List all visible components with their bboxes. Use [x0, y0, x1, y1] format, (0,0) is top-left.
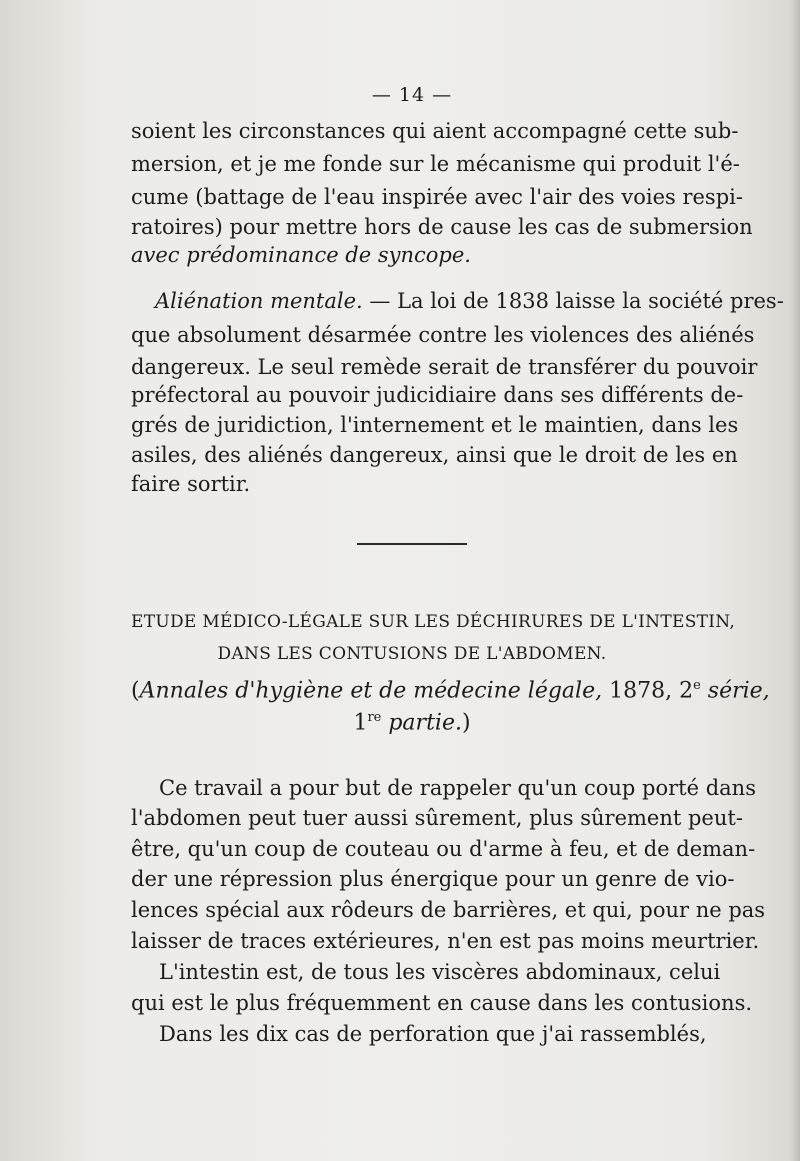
subject-label: Aliénation mentale. — [155, 289, 363, 313]
text-line: L'intestin est, de tous les viscères abdominaux, celui — [159, 960, 721, 984]
text-line: qui est le plus fréquemment en cause dans les contusions. — [131, 991, 753, 1015]
text-line: faire sortir. — [131, 472, 251, 496]
text-run: — La loi de 1838 laisse la société pres- — [362, 289, 784, 313]
text-line: dangereux. Le seul remède serait de transférer du pouvoir — [131, 355, 758, 379]
text-line-italic: avec prédominance de syncope. — [131, 243, 471, 267]
section-heading-line2: DANS LES CONTUSIONS DE L'ABDOMEN. — [217, 644, 607, 664]
text-line: asiles, des aliénés dangereux, ainsi que le droit de les en — [131, 443, 738, 467]
text-line: être, qu'un coup de couteau ou d'arme à feu, et de deman- — [131, 837, 756, 861]
section-heading: ETUDE MÉDICO-LÉGALE SUR LES DÉCHIRURES DE L'INTESTIN, — [131, 612, 736, 632]
journal-title: Annales d'hygiène et de médecine légale, — [139, 678, 603, 704]
text-line: préfectoral au pouvoir judicidiaire dans ses différents de- — [131, 383, 744, 407]
text-line: grés de juridiction, l'internement et le maintien, dans les — [131, 413, 739, 437]
paragraph-start — [131, 286, 784, 316]
citation-line-2: 1re partie.) — [353, 710, 471, 736]
section-divider — [357, 543, 467, 545]
text-line: Dans les dix cas de perforation que j'ai rassemblés, — [159, 1022, 707, 1046]
text-line: que absolument désarmée contre les violences des aliénés — [131, 323, 755, 347]
text-line: laisser de traces extérieures, n'en est pas moins meurtrier. — [131, 929, 760, 953]
citation-line: (Annales d'hygiène et de médecine légale, 1878, 2e série, — [131, 678, 770, 704]
page-number: — 14 — — [371, 84, 453, 106]
text-line: lences spécial aux rôdeurs de barrières, et qui, pour ne pas — [131, 898, 766, 922]
text-line: ratoires) pour mettre hors de cause les cas de submersion — [131, 215, 753, 239]
text-line: cume (battage de l'eau inspirée avec l'air des voies respi- — [131, 185, 743, 209]
text-line: l'abdomen peut tuer aussi sûrement, plus sûrement peut- — [131, 806, 743, 830]
text-line: soient les circonstances qui aient accompagné cette sub- — [131, 119, 739, 143]
text-line: der une répression plus énergique pour un genre de vio- — [131, 867, 735, 891]
text-line: Ce travail a pour but de rappeler qu'un coup porté dans — [159, 776, 756, 800]
text-line: mersion, et je me fonde sur le mécanisme qui produit l'é- — [131, 152, 740, 176]
